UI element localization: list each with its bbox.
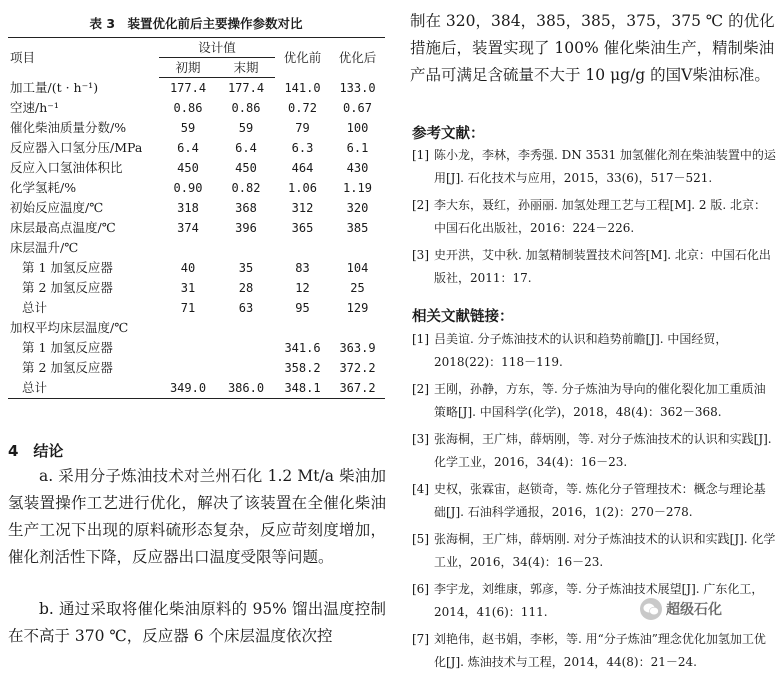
- reference-item: [412, 144, 776, 189]
- row-value: 6.1: [346, 141, 369, 155]
- row-value: 63: [238, 301, 254, 315]
- row-value: 0.67: [343, 101, 372, 115]
- table-row: [8, 258, 385, 278]
- related-item: [412, 478, 776, 523]
- reference-index: [2]: [412, 382, 429, 396]
- reference-index: [1]: [412, 148, 429, 162]
- reference-text: 张海桐，王广炜，薛炳刚. 对分子炼油技术的认识和实践[J]. 化学工业，2016，34(4)：16－23.: [434, 532, 776, 569]
- row-value: 83: [295, 261, 310, 275]
- row-value: 177.4: [227, 81, 265, 95]
- table-body: [8, 78, 385, 399]
- row-value: 1.19: [343, 181, 372, 195]
- table-row: [8, 318, 385, 338]
- reference-text: 李大东，聂红，孙丽丽. 加氢处理工艺与工程[M]. 2 版. 北京：中国石化出版社，2016：224－226.: [434, 198, 766, 235]
- reference-text: 刘艳伟，赵书娟，李彬，等. 用“分子炼油”理念优化加氢加工优化[J]. 炼油技术与工程，2014，44(8)：21－24.: [434, 632, 766, 669]
- row-value: [275, 318, 330, 338]
- header-final: 末期: [217, 58, 275, 78]
- reference-text: 陈小龙，李林，李秀强. DN 3531 加氢催化剂在柴油装置中的运用[J]. 石化技术与应用，2015，33(6)，517－521.: [434, 148, 776, 185]
- header-design: 设计值: [159, 38, 275, 58]
- row-value: 318: [177, 201, 199, 215]
- row-label: 床层最高点温度/℃: [10, 220, 116, 235]
- table-row: [8, 378, 385, 399]
- row-value: 341.6: [284, 341, 321, 355]
- row-label: 化学氢耗/%: [10, 180, 77, 195]
- conclusion-paragraph-b: b. 通过采取将催化柴油原料的 95% 馏出温度控制在不高于 370 ℃，反应器 6 个床层温度依次控: [8, 600, 386, 645]
- header-before: 优化前: [275, 38, 330, 78]
- row-label: 催化柴油质量分数/%: [10, 120, 127, 135]
- table-row: [8, 118, 385, 138]
- row-value: 40: [180, 261, 196, 275]
- table-row: [8, 158, 385, 178]
- reference-item: [412, 244, 776, 289]
- row-value: 177.4: [169, 81, 207, 95]
- row-value: 59: [180, 121, 196, 135]
- row-value: 348.1: [275, 378, 330, 399]
- row-value: [159, 238, 217, 258]
- watermark: [640, 596, 774, 622]
- section-heading-conclusion: 4 结论: [8, 442, 64, 460]
- row-value: 104: [346, 261, 369, 275]
- table-row: [8, 138, 385, 158]
- conclusion-continuation: 制在 320，384，385，385，375，375 ℃ 的优化措施后，装置实现了 100% 催化柴油生产，精制柴油产品可满足含硫量不大于 10 μg/g 的国Ⅴ柴油标准。: [410, 12, 775, 84]
- row-value: 385: [346, 221, 369, 235]
- row-value: [217, 238, 275, 258]
- parameter-table: [8, 37, 385, 399]
- row-value: 450: [235, 161, 257, 175]
- reference-index: [3]: [412, 248, 429, 262]
- row-value: 430: [346, 161, 369, 175]
- row-value: 320: [346, 201, 369, 215]
- reference-index: [1]: [412, 332, 429, 346]
- row-value: 0.86: [231, 101, 261, 115]
- row-label: 第 2 加氢反应器: [22, 360, 113, 375]
- header-after: 优化后: [330, 38, 385, 78]
- reference-item: [412, 194, 776, 239]
- references-list: [412, 144, 776, 294]
- reference-index: [2]: [412, 198, 429, 212]
- reference-text: 史开洪，艾中秋. 加氢精制装置技术问答[M]. 北京：中国石化出版社，2011：17.: [434, 248, 771, 285]
- row-value: 31: [180, 281, 196, 295]
- related-list: [412, 328, 776, 678]
- row-value: 0.72: [288, 101, 317, 115]
- row-label: 初始反应温度/℃: [10, 200, 104, 215]
- row-value: [159, 338, 217, 358]
- reference-index: [5]: [412, 532, 429, 546]
- row-value: 6.4: [177, 141, 199, 155]
- row-value: 365: [291, 221, 314, 235]
- row-label: 反应入口氢油体积比: [10, 160, 123, 175]
- row-value: [159, 358, 217, 378]
- row-value: 71: [180, 301, 196, 315]
- row-value: 59: [238, 121, 254, 135]
- row-value: 368: [235, 201, 257, 215]
- row-label: 反应器入口氢分压/MPa: [10, 140, 143, 155]
- row-value: 386.0: [217, 378, 275, 399]
- table-row: [8, 238, 385, 258]
- row-label: 总计: [8, 378, 159, 399]
- table-row: [8, 178, 385, 198]
- row-value: 141.0: [284, 80, 321, 95]
- reference-text: 张海桐，王广炜，薛炳刚，等. 对分子炼油技术的认识和实践[J]. 化学工业，2016，34(4)：16－23.: [434, 432, 772, 469]
- row-value: 0.90: [173, 181, 203, 195]
- row-value: 133.0: [339, 80, 376, 95]
- row-value: 35: [238, 261, 254, 275]
- row-label: 空速/h⁻¹: [10, 100, 59, 115]
- table-row: [8, 338, 385, 358]
- row-value: 95: [295, 301, 310, 315]
- row-label: 总计: [22, 300, 48, 315]
- row-label: 第 1 加氢反应器: [22, 340, 113, 355]
- reference-text: 史权，张霖宙，赵锁奇，等. 炼化分子管理技术：概念与理论基础[J]. 石油科学通报，2016，1(2)：270－278.: [434, 482, 766, 519]
- conclusion-paragraph-a: a. 采用分子炼油技术对兰州石化 1.2 Mt/a 柴油加氢装置操作工艺进行优化，解决了该装置在全催化柴油生产工况下出现的原料硫形态复杂，反应苛刻度增加，催化剂活性下降，反应器出口温度受限等问题。: [8, 467, 386, 566]
- row-label: 加工量/(t · h⁻¹): [10, 79, 99, 95]
- row-value: 450: [177, 161, 199, 175]
- reference-text: 王刚，孙静，方东，等. 分子炼油为导向的催化裂化加工重质油策略[J]. 中国科学(化学)，2018，48(4)：362－368.: [434, 382, 766, 419]
- right-column: [402, 0, 781, 669]
- row-value: 363.9: [339, 341, 376, 355]
- related-item: [412, 378, 776, 423]
- row-value: 358.2: [284, 361, 321, 375]
- row-value: 349.0: [159, 378, 217, 399]
- row-value: 129: [346, 301, 369, 315]
- reference-text: 李宇龙，刘维康，郭彦，等. 分子炼油技术展望[J]. 广东化工，2014，41(6)：111.: [434, 582, 764, 619]
- row-value: 0.82: [231, 181, 261, 195]
- related-item: [412, 428, 776, 473]
- references-heading: 参考文献：: [412, 126, 485, 142]
- left-column: [0, 0, 392, 644]
- reference-index: [3]: [412, 432, 429, 446]
- row-value: 6.4: [235, 141, 257, 155]
- row-value: [275, 238, 330, 258]
- row-label: 床层温升/℃: [10, 240, 79, 255]
- reference-index: [6]: [412, 582, 429, 596]
- reference-text: 吕美谊. 分子炼油技术的认识和趋势前瞻[J]. 中国经贸，2018(22)：118－119.: [434, 332, 728, 369]
- row-label: 第 1 加氢反应器: [22, 260, 113, 275]
- table-row: [8, 198, 385, 218]
- row-value: 312: [291, 201, 314, 215]
- header-item: 项目: [8, 38, 159, 78]
- row-value: 6.3: [291, 141, 314, 155]
- row-value: 0.86: [173, 101, 203, 115]
- row-value: 374: [177, 221, 199, 235]
- related-heading: 相关文献链接：: [412, 309, 514, 325]
- table-row: [8, 358, 385, 378]
- row-value: 396: [235, 221, 257, 235]
- row-value: 12: [295, 281, 310, 295]
- row-value: [217, 338, 275, 358]
- table-row: [8, 218, 385, 238]
- row-value: [217, 358, 275, 378]
- related-item: [412, 628, 776, 673]
- row-value: 100: [346, 121, 369, 135]
- row-value: [159, 318, 217, 338]
- related-item: [412, 528, 776, 573]
- row-value: [330, 238, 385, 258]
- table-row: [8, 98, 385, 118]
- row-value: 79: [295, 121, 310, 135]
- header-initial: 初期: [159, 58, 217, 78]
- reference-index: [4]: [412, 482, 429, 496]
- wechat-logo-icon: [640, 598, 662, 620]
- related-item: [412, 328, 776, 373]
- row-value: 464: [291, 161, 314, 175]
- row-value: 28: [238, 281, 254, 295]
- row-label: 第 2 加氢反应器: [22, 280, 113, 295]
- row-value: [330, 318, 385, 338]
- row-value: 372.2: [339, 361, 376, 375]
- table-row: [8, 278, 385, 298]
- table-row: [8, 298, 385, 318]
- table-title: 表 3 装置优化前后主要操作参数对比: [89, 16, 303, 31]
- reference-index: [7]: [412, 632, 429, 646]
- watermark-text: 超级石化: [666, 602, 722, 618]
- table-row: [8, 78, 385, 99]
- row-value: 25: [350, 281, 365, 295]
- row-value: 367.2: [330, 378, 385, 399]
- row-value: 1.06: [288, 181, 317, 195]
- row-value: [217, 318, 275, 338]
- row-label: 加权平均床层温度/℃: [10, 320, 129, 335]
